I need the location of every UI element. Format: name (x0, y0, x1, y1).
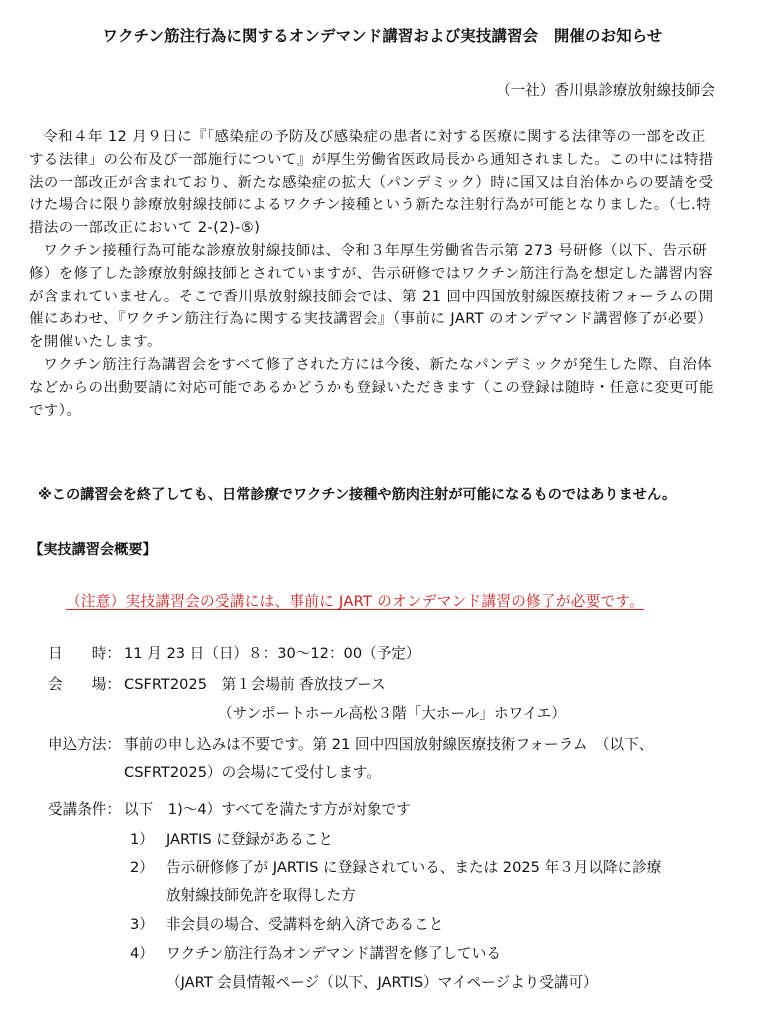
date-value: 11 月 23 日（日）８：30～12：00（予定） (124, 645, 421, 662)
paragraph: ワクチン筋注行為講習会をすべて修了された方には今後、新たなパンデミックが発生した際、自治体などからの出動要請に対応可能であるかどうかも登録いただきます（この登録は随時・任意に変更可能です）。 (29, 356, 714, 419)
conditions-label: 受講条件： (48, 801, 121, 818)
intro-body (29, 126, 719, 422)
condition-item (130, 856, 661, 877)
organization-name: （一社）香川県診療放射線技師会 (496, 82, 715, 99)
condition-text: 告示研修修了が JARTIS に登録されている、または 2025 年３月以降に診療 (166, 859, 662, 876)
apply-label: 申込方法： (48, 736, 121, 753)
condition-text-cont: 放射線技師免許を取得した方 (166, 887, 356, 904)
notice-text: ※この講習会を終了しても、日常診療でワクチン接種や筋肉注射が可能になるものではありません。 (38, 487, 677, 503)
condition-text: 非会員の場合、受講料を納入済であること (166, 916, 444, 933)
condition-number: 3） (130, 916, 154, 933)
condition-item (130, 913, 443, 934)
apply-value: 事前の申し込みは不要です。第 21 回中四国放射線医療技術フォーラム （以下、 (124, 736, 654, 753)
venue-sub: （サンポートホール高松３階「大ホール」ホワイエ） (218, 705, 566, 722)
conditions-row (48, 798, 411, 819)
paragraph: ワクチン接種行為可能な診療放射線技師は、令和３年厚生労働省告示第 273 号研修（以下、告示研修）を修了した診療放射線技師とされていますが、告示研修ではワクチン筋注行為を想定した講習内容が含まれていません。そこで香川県放射線技師会では、第 21 回中四国放射線医療技術フォーラムの開催にあわせ、『ワクチン筋注行為に関する実技講習会』（事前に JART のオンデマンド講習修了が必要）を開催いたします。 (29, 242, 714, 351)
condition-text: ワクチン筋注行為オンデマンド講習を修了している (166, 945, 501, 962)
condition-text: JARTIS に登録があること (166, 831, 333, 848)
venue-row (48, 673, 386, 694)
venue-label: 会 場： (48, 676, 121, 693)
venue-value: CSFRT2025 第１会場前 香放技ブース (124, 676, 386, 693)
apply-value-cont: CSFRT2025）の会場にて受付します。 (124, 764, 381, 781)
condition-number: 4） (130, 945, 154, 962)
date-label: 日 時： (48, 645, 121, 662)
condition-number: 1） (130, 831, 154, 848)
page-title: ワクチン筋注行為に関するオンデマンド講習および実技講習会 開催のお知らせ (102, 27, 663, 45)
conditions-intro: 以下 1)～4）すべてを満たす方が対象です (124, 801, 411, 818)
condition-text-cont: （JART 会員情報ページ（以下、JARTIS）マイページより受講可） (166, 974, 598, 991)
condition-item (130, 828, 333, 849)
section-heading: 【実技講習会概要】 (29, 542, 157, 558)
apply-row (48, 733, 653, 754)
date-row (48, 642, 421, 663)
caution-text: （注意）実技講習会の受講には、事前に JART のオンデマンド講習の修了が必要です。 (66, 593, 645, 610)
condition-number: 2） (130, 859, 154, 876)
condition-item (130, 942, 501, 963)
paragraph: 令和４年 12 月９日に『「感染症の予防及び感染症の患者に対する医療に関する法律等の一部を改正する法律」の公布及び一部施行について』が厚生労働省医政局長から通知されました。この中には特措法の一部改正が含まれており、新たな感染症の拡大（パンデミック）時に国又は自治体からの要請を受けた場合に限り診療放射線技師によるワクチン接種という新たな注射行為が可能となりました。（七.特措法の一部改正において 2-(2)-⑤) (29, 129, 714, 237)
